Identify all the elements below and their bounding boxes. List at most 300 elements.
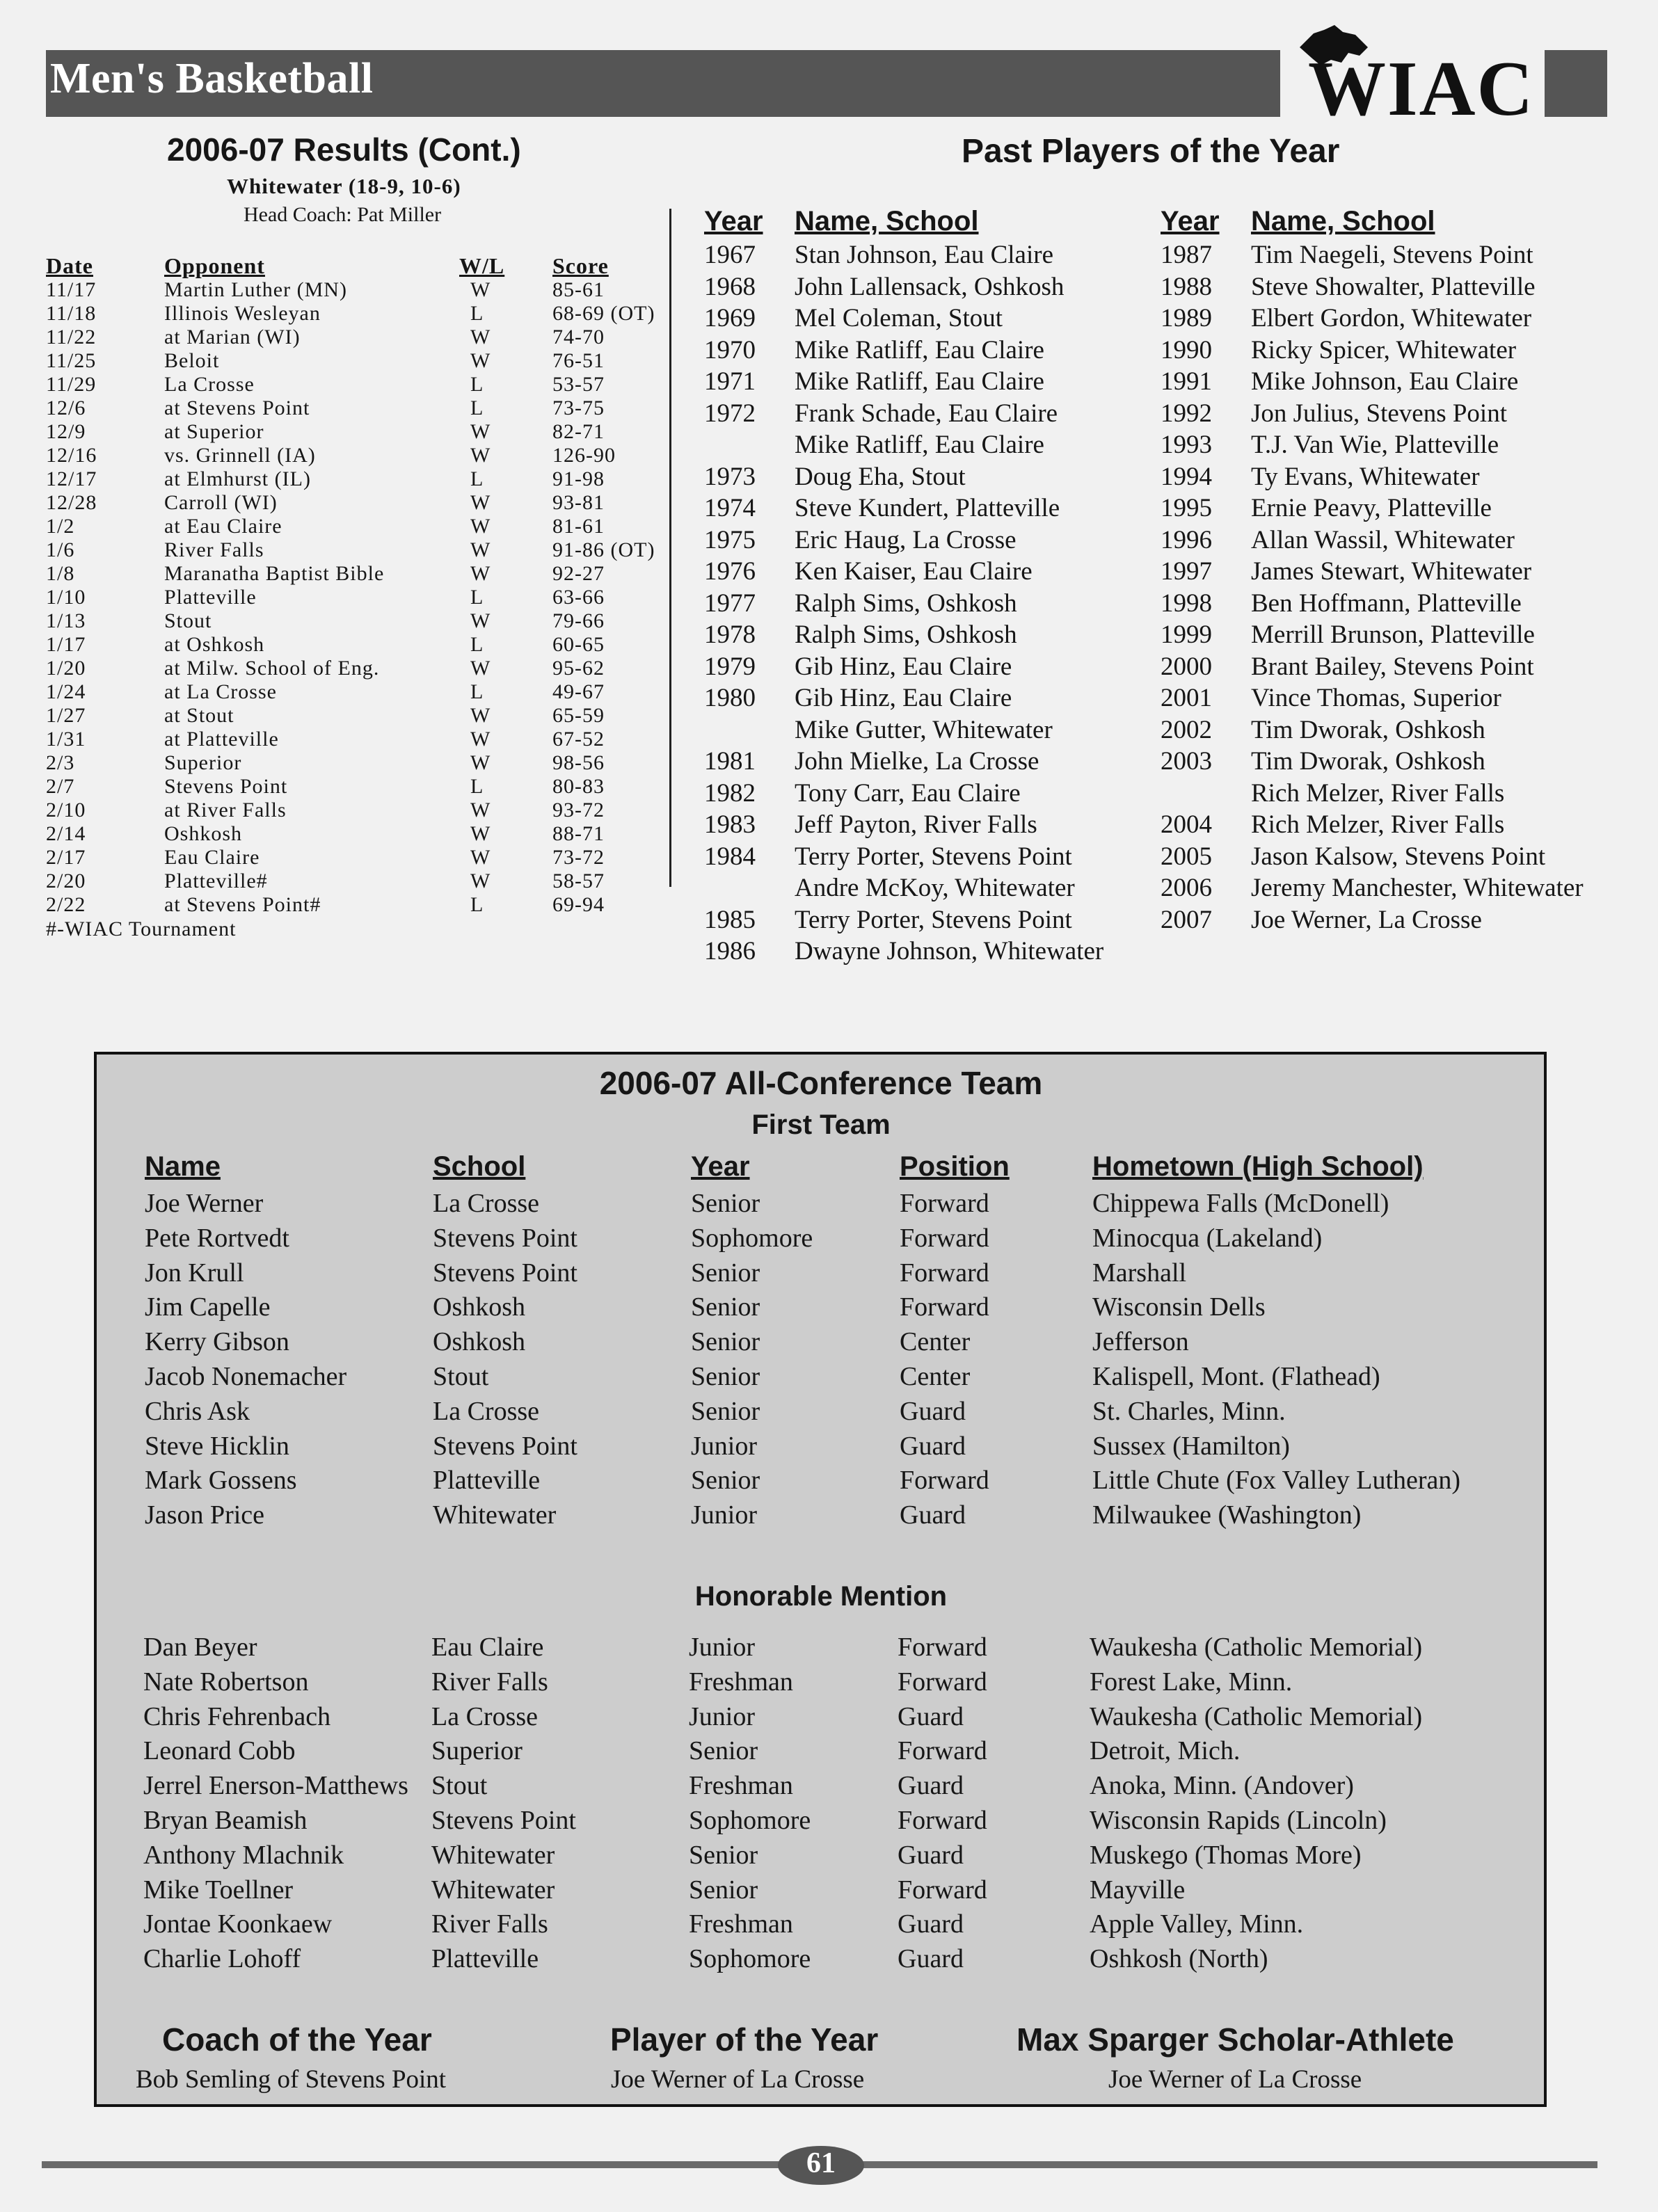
list-item: Tim Dworak, Oshkosh <box>1251 747 1485 776</box>
list-item: 2/3 <box>46 751 75 774</box>
list-item: Guard <box>900 1431 966 1461</box>
list-item: 91-86 (OT) <box>552 538 655 561</box>
list-item: Freshman <box>689 1667 793 1697</box>
list-item: 1990 <box>1161 335 1212 364</box>
results-opponent-list <box>164 278 384 917</box>
list-item: L <box>470 680 484 703</box>
list-item: 2003 <box>1161 747 1212 776</box>
list-item: 1968 <box>704 272 756 301</box>
list-item: Junior <box>689 1701 755 1731</box>
list-item: Ricky Spicer, Whitewater <box>1251 335 1517 364</box>
list-item: Jacob Nonemacher <box>145 1361 347 1391</box>
list-item: Minocqua (Lakeland) <box>1092 1223 1323 1253</box>
list-item: 2/20 <box>46 869 86 892</box>
list-item: W <box>470 515 491 538</box>
list-item: Forward <box>898 1805 987 1835</box>
list-item: L <box>470 586 484 609</box>
list-item: W <box>470 491 491 514</box>
list-item: 76-51 <box>552 349 605 372</box>
list-item: at Stevens Point <box>164 396 310 419</box>
list-item: Mike Ratliff, Eau Claire <box>795 367 1044 396</box>
list-item: 11/22 <box>46 326 97 348</box>
list-item: W <box>470 444 491 467</box>
list-item: Milwaukee (Washington) <box>1092 1500 1362 1530</box>
list-item: Jon Julius, Stevens Point <box>1251 399 1507 428</box>
list-item: 1/8 <box>46 562 75 585</box>
list-item: Charlie Lohoff <box>143 1944 301 1974</box>
list-item: Ben Hoffmann, Platteville <box>1251 588 1522 618</box>
list-item: 1988 <box>1161 272 1212 301</box>
list-item: John Mielke, La Crosse <box>795 747 1039 776</box>
list-item: Dan Beyer <box>143 1633 257 1662</box>
list-item: Senior <box>691 1466 760 1496</box>
list-item: 2/7 <box>46 775 75 798</box>
list-item: 49-67 <box>552 680 605 703</box>
list-item: W <box>470 562 491 585</box>
list-item: 2/10 <box>46 799 86 822</box>
list-item: 95-62 <box>552 657 605 680</box>
list-item: W <box>470 869 491 892</box>
list-item: 85-61 <box>552 278 605 301</box>
list-item: 1977 <box>704 588 756 618</box>
list-item: 2/17 <box>46 846 86 869</box>
list-item: W <box>470 349 491 372</box>
list-item: Tim Naegeli, Stevens Point <box>1251 241 1533 269</box>
scholar-athlete-title: Max Sparger Scholar-Athlete <box>1017 2021 1454 2058</box>
results-score-list <box>552 278 655 917</box>
list-item: 2004 <box>1161 810 1212 839</box>
list-item: Pete Rortvedt <box>145 1223 289 1253</box>
list-item: L <box>470 893 484 916</box>
list-item: Stevens Point <box>431 1805 576 1835</box>
list-item: Guard <box>898 1701 964 1731</box>
list-item: 12/17 <box>46 467 97 490</box>
honorable-positions <box>898 1630 987 1977</box>
list-item: Senior <box>689 1875 758 1905</box>
list-item: 1974 <box>704 494 756 522</box>
list-item: Marshall <box>1092 1258 1187 1288</box>
list-item: Ken Kaiser, Eau Claire <box>795 557 1033 586</box>
position-column-header: Position <box>900 1151 1010 1182</box>
list-item: L <box>470 302 484 325</box>
list-item: 1/2 <box>46 515 75 538</box>
list-item: Illinois Wesleyan <box>164 302 321 325</box>
list-item: Brant Bailey, Stevens Point <box>1251 652 1534 681</box>
list-item: Maranatha Baptist Bible <box>164 562 385 585</box>
past-players-names-left <box>795 239 1103 968</box>
list-item: 2/22 <box>46 893 86 916</box>
list-item: Oshkosh (North) <box>1090 1944 1268 1974</box>
list-item: Ralph Sims, Oshkosh <box>795 588 1017 618</box>
list-item: Jason Kalsow, Stevens Point <box>1251 842 1546 871</box>
list-item: Center <box>900 1361 971 1391</box>
list-item: 2000 <box>1161 652 1212 681</box>
list-item: W <box>470 704 491 727</box>
wl-column-header: W/L <box>459 253 505 278</box>
list-item: Stout <box>433 1361 489 1391</box>
list-item: 1971 <box>704 367 756 396</box>
list-item: Jason Price <box>145 1500 265 1530</box>
list-item: Wisconsin Rapids (Lincoln) <box>1090 1805 1387 1835</box>
list-item: 126-90 <box>552 444 616 467</box>
list-item: Oshkosh <box>433 1292 526 1322</box>
list-item: Mike Ratliff, Eau Claire <box>795 431 1044 459</box>
list-item: W <box>470 751 491 774</box>
list-item: Stevens Point <box>433 1258 577 1288</box>
list-item: Mark Gossens <box>145 1466 297 1496</box>
list-item: 2007 <box>1161 905 1212 934</box>
honorable-years <box>689 1630 811 1977</box>
list-item: 1/20 <box>46 657 86 680</box>
first-team-names <box>145 1187 346 1533</box>
first-team-label: First Team <box>751 1109 891 1140</box>
list-item: Forward <box>898 1875 987 1905</box>
section-title: Men's Basketball <box>50 55 374 102</box>
school-column-header: School <box>433 1151 526 1182</box>
list-item: Waukesha (Catholic Memorial) <box>1090 1701 1423 1731</box>
list-item <box>704 872 756 904</box>
list-item: Sophomore <box>689 1944 811 1974</box>
past-players-title: Past Players of the Year <box>962 133 1340 170</box>
list-item: 91-98 <box>552 467 605 490</box>
list-item: 2001 <box>1161 684 1212 712</box>
list-item: L <box>470 467 484 490</box>
list-item: Junior <box>689 1633 755 1662</box>
page-number: 61 <box>806 2147 836 2179</box>
list-item: Platteville <box>431 1944 539 1974</box>
list-item: 1985 <box>704 905 756 934</box>
list-item: at Platteville <box>164 728 279 751</box>
list-item: Stevens Point <box>164 775 288 798</box>
list-item: 1972 <box>704 399 756 428</box>
list-item: 1/10 <box>46 586 86 609</box>
year-column-header: Year <box>691 1151 750 1182</box>
list-item: L <box>470 775 484 798</box>
list-item: at Eau Claire <box>164 515 282 538</box>
past-players-name-header-right: Name, School <box>1251 206 1435 237</box>
list-item: Mike Toellner <box>143 1875 294 1905</box>
list-item: 73-72 <box>552 846 605 869</box>
list-item: 12/28 <box>46 491 97 514</box>
list-item: 67-52 <box>552 728 605 751</box>
list-item: Jim Capelle <box>145 1292 271 1322</box>
list-item: at Oshkosh <box>164 633 265 656</box>
list-item: Allan Wassil, Whitewater <box>1251 525 1515 554</box>
list-item: 93-72 <box>552 799 605 822</box>
list-item: Guard <box>900 1500 966 1530</box>
list-item: Merrill Brunson, Platteville <box>1251 620 1535 649</box>
all-conference-title: 2006-07 All-Conference Team <box>599 1065 1043 1101</box>
list-item: 1979 <box>704 652 756 681</box>
list-item: Senior <box>691 1292 760 1322</box>
list-item: 1993 <box>1161 431 1212 459</box>
list-item: Elbert Gordon, Whitewater <box>1251 304 1532 332</box>
list-item: 58-57 <box>552 869 605 892</box>
list-item: Junior <box>691 1431 757 1461</box>
list-item: 11/18 <box>46 302 97 325</box>
list-item: Frank Schade, Eau Claire <box>795 399 1058 428</box>
list-item: 2006 <box>1161 874 1212 902</box>
list-item: W <box>470 609 491 632</box>
list-item: Forward <box>900 1223 989 1253</box>
results-date-list <box>46 278 97 917</box>
list-item: Nate Robertson <box>143 1667 309 1697</box>
list-item: Platteville <box>433 1466 541 1496</box>
list-item: 1980 <box>704 684 756 712</box>
list-item: Sussex (Hamilton) <box>1092 1431 1290 1461</box>
list-item: 1997 <box>1161 557 1212 586</box>
list-item: Freshman <box>689 1771 793 1801</box>
list-item: Vince Thomas, Superior <box>1251 684 1501 712</box>
list-item: Senior <box>691 1258 760 1288</box>
list-item: Senior <box>691 1189 760 1218</box>
list-item: Rich Melzer, River Falls <box>1251 778 1505 808</box>
list-item <box>1161 778 1212 810</box>
list-item: Beloit <box>164 349 220 372</box>
list-item: Platteville# <box>164 869 268 892</box>
list-item: 1986 <box>704 937 756 965</box>
honorable-names <box>143 1630 408 1977</box>
list-item: 1976 <box>704 557 756 586</box>
list-item: 69-94 <box>552 893 605 916</box>
list-item: Mike Ratliff, Eau Claire <box>795 335 1044 364</box>
list-item: 74-70 <box>552 326 605 348</box>
results-wl-list <box>470 278 491 917</box>
list-item: W <box>470 657 491 680</box>
list-item: Dwayne Johnson, Whitewater <box>795 937 1104 965</box>
list-item: at Marian (WI) <box>164 326 301 348</box>
list-item: James Stewart, Whitewater <box>1251 557 1532 586</box>
list-item: La Crosse <box>433 1189 540 1218</box>
list-item: 1994 <box>1161 462 1212 491</box>
coach-of-year-title: Coach of the Year <box>162 2021 432 2058</box>
past-players-years-left <box>704 239 756 968</box>
list-item: 2/14 <box>46 822 86 845</box>
list-item: Guard <box>898 1771 964 1801</box>
list-item: 11/25 <box>46 349 97 372</box>
list-item: Carroll (WI) <box>164 491 278 514</box>
list-item: at Milw. School of Eng. <box>164 657 380 680</box>
list-item: 1/27 <box>46 704 86 727</box>
list-item: Oshkosh <box>164 822 243 845</box>
list-item: W <box>470 728 491 751</box>
list-item: Eau Claire <box>164 846 260 869</box>
list-item: Platteville <box>164 586 257 609</box>
list-item: Jeff Payton, River Falls <box>795 810 1037 839</box>
list-item: Detroit, Mich. <box>1090 1736 1241 1766</box>
list-item: Terry Porter, Stevens Point <box>795 905 1072 934</box>
list-item: Jontae Koonkaew <box>143 1909 333 1939</box>
list-item: Gib Hinz, Eau Claire <box>795 684 1012 712</box>
coach-of-year-name: Bob Semling of Stevens Point <box>136 2065 447 2094</box>
list-item: W <box>470 538 491 561</box>
list-item: 92-27 <box>552 562 605 585</box>
list-item: 63-66 <box>552 586 605 609</box>
list-item: Stout <box>431 1771 488 1801</box>
list-item: Ralph Sims, Oshkosh <box>795 620 1017 649</box>
list-item: 79-66 <box>552 609 605 632</box>
list-item: 1/24 <box>46 680 86 703</box>
list-item: Senior <box>689 1736 758 1766</box>
scholar-athlete-name: Joe Werner of La Crosse <box>1108 2065 1362 2094</box>
list-item: 2005 <box>1161 842 1212 871</box>
list-item: Little Chute (Fox Valley Lutheran) <box>1092 1466 1461 1496</box>
first-team-years <box>691 1187 813 1533</box>
list-item: Forward <box>898 1736 987 1766</box>
results-team-record: Whitewater (18-9, 10-6) <box>227 174 461 198</box>
list-item: Sophomore <box>691 1223 813 1253</box>
list-item: at Stout <box>164 704 234 727</box>
list-item: Stout <box>164 609 212 632</box>
list-item: Forward <box>900 1189 989 1218</box>
results-footnote: #-WIAC Tournament <box>46 917 237 940</box>
list-item: Superior <box>431 1736 523 1766</box>
list-item: St. Charles, Minn. <box>1092 1396 1286 1426</box>
list-item: Forward <box>900 1292 989 1322</box>
list-item: 1995 <box>1161 494 1212 522</box>
list-item: Senior <box>691 1327 760 1357</box>
past-players-years-right <box>1161 239 1212 936</box>
list-item: 2002 <box>1161 715 1212 744</box>
list-item: Tony Carr, Eau Claire <box>795 778 1021 808</box>
list-item: Chris Ask <box>145 1396 250 1426</box>
list-item: Mel Coleman, Stout <box>795 304 1003 332</box>
list-item: 1970 <box>704 335 756 364</box>
date-column-header: Date <box>46 253 93 278</box>
list-item: Joe Werner, La Crosse <box>1251 905 1482 934</box>
list-item: Stan Johnson, Eau Claire <box>795 241 1054 269</box>
list-item: W <box>470 846 491 869</box>
list-item: Chris Fehrenbach <box>143 1701 331 1731</box>
list-item: 1/31 <box>46 728 86 751</box>
first-team-hometowns <box>1092 1187 1460 1533</box>
list-item: Forest Lake, Minn. <box>1090 1667 1293 1697</box>
list-item: 81-61 <box>552 515 605 538</box>
list-item: Mayville <box>1090 1875 1186 1905</box>
list-item: Jerrel Enerson-Matthews <box>143 1771 408 1801</box>
past-players-names-right <box>1251 239 1584 936</box>
list-item: 1/6 <box>46 538 75 561</box>
list-item: La Crosse <box>164 373 255 396</box>
results-title: 2006-07 Results (Cont.) <box>167 131 521 168</box>
list-item: 53-57 <box>552 373 605 396</box>
player-of-year-title: Player of the Year <box>610 2021 879 2058</box>
list-item: 1996 <box>1161 525 1212 554</box>
list-item: Senior <box>689 1840 758 1870</box>
list-item: 1/17 <box>46 633 86 656</box>
past-players-year-header-right: Year <box>1161 206 1220 237</box>
list-item: 1989 <box>1161 304 1212 332</box>
past-players-year-header-left: Year <box>704 206 763 237</box>
list-item: 1999 <box>1161 620 1212 649</box>
list-item: Freshman <box>689 1909 793 1939</box>
first-team-positions <box>900 1187 989 1533</box>
list-item: Forward <box>898 1667 987 1697</box>
list-item: Superior <box>164 751 242 774</box>
list-item: 1998 <box>1161 588 1212 618</box>
list-item: Kalispell, Mont. (Flathead) <box>1092 1361 1380 1391</box>
list-item: 1983 <box>704 810 756 839</box>
list-item: Whitewater <box>431 1875 555 1905</box>
list-item: W <box>470 822 491 845</box>
list-item: 1969 <box>704 304 756 332</box>
list-item: River Falls <box>431 1909 548 1939</box>
list-item: 12/9 <box>46 420 86 443</box>
list-item: 1982 <box>704 778 756 808</box>
list-item: Steve Kundert, Platteville <box>795 494 1060 522</box>
list-item: 98-56 <box>552 751 605 774</box>
list-item: 88-71 <box>552 822 605 845</box>
list-item: 1984 <box>704 842 756 871</box>
list-item: 1975 <box>704 525 756 554</box>
list-item: Leonard Cobb <box>143 1736 296 1766</box>
list-item: Oshkosh <box>433 1327 526 1357</box>
list-item: 1973 <box>704 462 756 491</box>
list-item: River Falls <box>431 1667 548 1697</box>
list-item: 1992 <box>1161 399 1212 428</box>
list-item: Mike Gutter, Whitewater <box>795 715 1053 744</box>
list-item: Forward <box>900 1258 989 1288</box>
list-item: 65-59 <box>552 704 605 727</box>
list-item: Bryan Beamish <box>143 1805 308 1835</box>
list-item: Center <box>900 1327 971 1357</box>
list-item: Jefferson <box>1092 1327 1189 1357</box>
list-item: at La Crosse <box>164 680 277 703</box>
list-item: Stevens Point <box>433 1431 577 1461</box>
list-item: Ty Evans, Whitewater <box>1251 462 1480 491</box>
list-item: Anthony Mlachnik <box>143 1840 344 1870</box>
list-item: 11/17 <box>46 278 97 301</box>
list-item: River Falls <box>164 538 264 561</box>
list-item: Martin Luther (MN) <box>164 278 347 301</box>
list-item: vs. Grinnell (IA) <box>164 444 316 467</box>
list-item: 82-71 <box>552 420 605 443</box>
list-item: Tim Dworak, Oshkosh <box>1251 715 1485 744</box>
list-item: Guard <box>900 1396 966 1426</box>
list-item: 1981 <box>704 747 756 776</box>
list-item: 12/6 <box>46 396 86 419</box>
list-item: Andre McKoy, Whitewater <box>795 874 1075 902</box>
honorable-hometowns <box>1090 1630 1422 1977</box>
list-item: T.J. Van Wie, Platteville <box>1251 431 1499 459</box>
list-item: La Crosse <box>433 1396 540 1426</box>
list-item: 93-81 <box>552 491 605 514</box>
list-item: Rich Melzer, River Falls <box>1251 810 1505 839</box>
list-item: at Stevens Point# <box>164 893 321 916</box>
list-item: Wisconsin Dells <box>1092 1292 1266 1322</box>
list-item: Joe Werner <box>145 1189 264 1218</box>
score-column-header: Score <box>552 253 609 278</box>
wiac-logo-text: WIAC <box>1308 46 1535 132</box>
list-item: W <box>470 278 491 301</box>
list-item: 80-83 <box>552 775 605 798</box>
list-item: Jeremy Manchester, Whitewater <box>1251 874 1584 902</box>
list-item: L <box>470 373 484 396</box>
results-head-coach: Head Coach: Pat Miller <box>244 203 442 226</box>
honorable-schools <box>431 1630 576 1977</box>
list-item: Chippewa Falls (McDonell) <box>1092 1189 1389 1218</box>
list-item: Forward <box>900 1466 989 1496</box>
list-item: L <box>470 396 484 419</box>
player-of-year-name: Joe Werner of La Crosse <box>611 2065 865 2094</box>
list-item: at Elmhurst (IL) <box>164 467 311 490</box>
list-item: Gib Hinz, Eau Claire <box>795 652 1012 681</box>
name-column-header: Name <box>145 1151 221 1182</box>
list-item: La Crosse <box>431 1701 539 1731</box>
list-item: W <box>470 326 491 348</box>
list-item: Eau Claire <box>431 1633 544 1662</box>
list-item: Senior <box>691 1361 760 1391</box>
